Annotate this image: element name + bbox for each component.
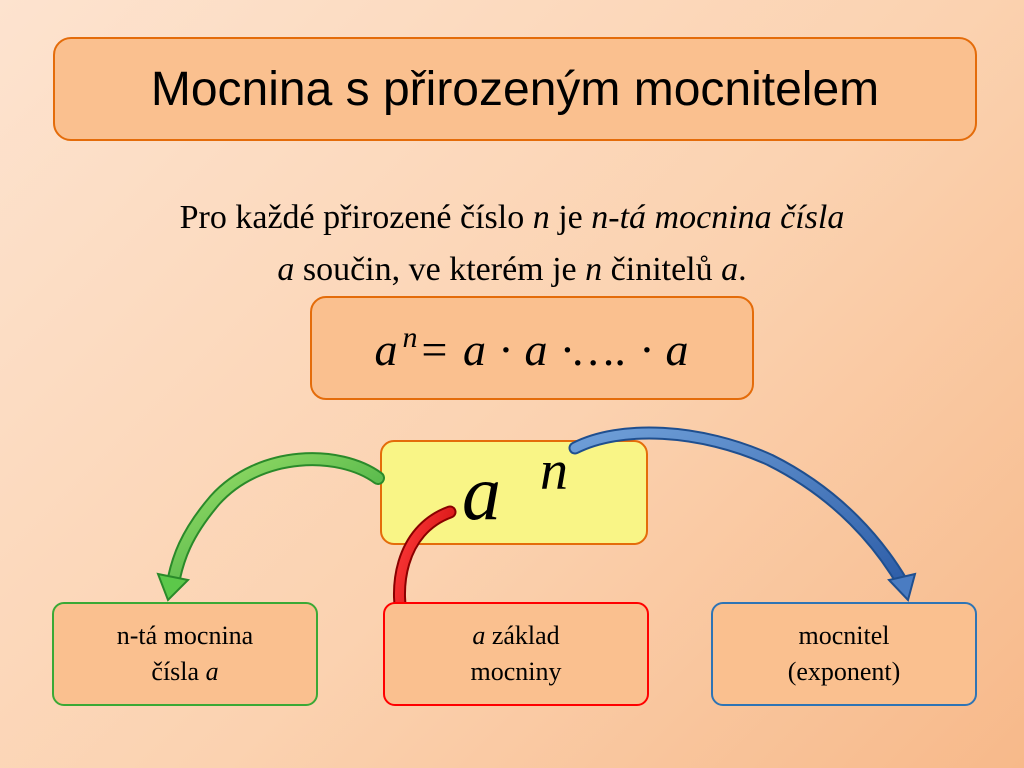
power-base: a [462,449,501,536]
power-label-line2 [151,654,218,690]
definition-a1: a [277,251,295,288]
definition-n1: n [532,199,550,236]
title-box [53,37,977,141]
formula-box [310,296,754,400]
definition-part1: Pro každé přirozené číslo [179,199,533,236]
exponent-label-box [711,602,977,706]
base-label-box [383,602,649,706]
power-label-line1: n-tá mocnina [116,621,254,650]
power-box [380,440,648,545]
slide-title: Mocnina s přirozeným mocnitelem [150,62,880,116]
definition-part2: je [549,199,592,236]
base-label-line2: mocniny [470,657,562,686]
definition-part3: součin, ve kterém je [294,251,586,288]
formula-exponent: n [402,320,419,354]
power-label-text: čísla [151,657,206,686]
definition-a2: a [721,251,739,288]
definition-n2: n [585,251,603,288]
exponent-label-line2: (exponent) [787,657,901,686]
power-exponent: n [540,440,568,502]
base-label-line1 [472,618,559,654]
formula-base: a [374,323,399,375]
formula-rhs: = a · a ·…. · a [418,323,690,375]
exponent-label-line1: mocnitel [798,621,890,650]
definition-term: n-tá mocnina čísla [591,199,845,236]
power-label-var: a [205,657,219,686]
base-label-var: a [472,621,486,650]
formula [375,321,690,376]
base-label-text: základ [485,621,560,650]
green-arrow [158,459,378,600]
power-label-box [52,602,318,706]
definition-part4: činitelů [602,251,722,288]
definition-part5: . [738,251,747,288]
definition-text [40,192,984,296]
